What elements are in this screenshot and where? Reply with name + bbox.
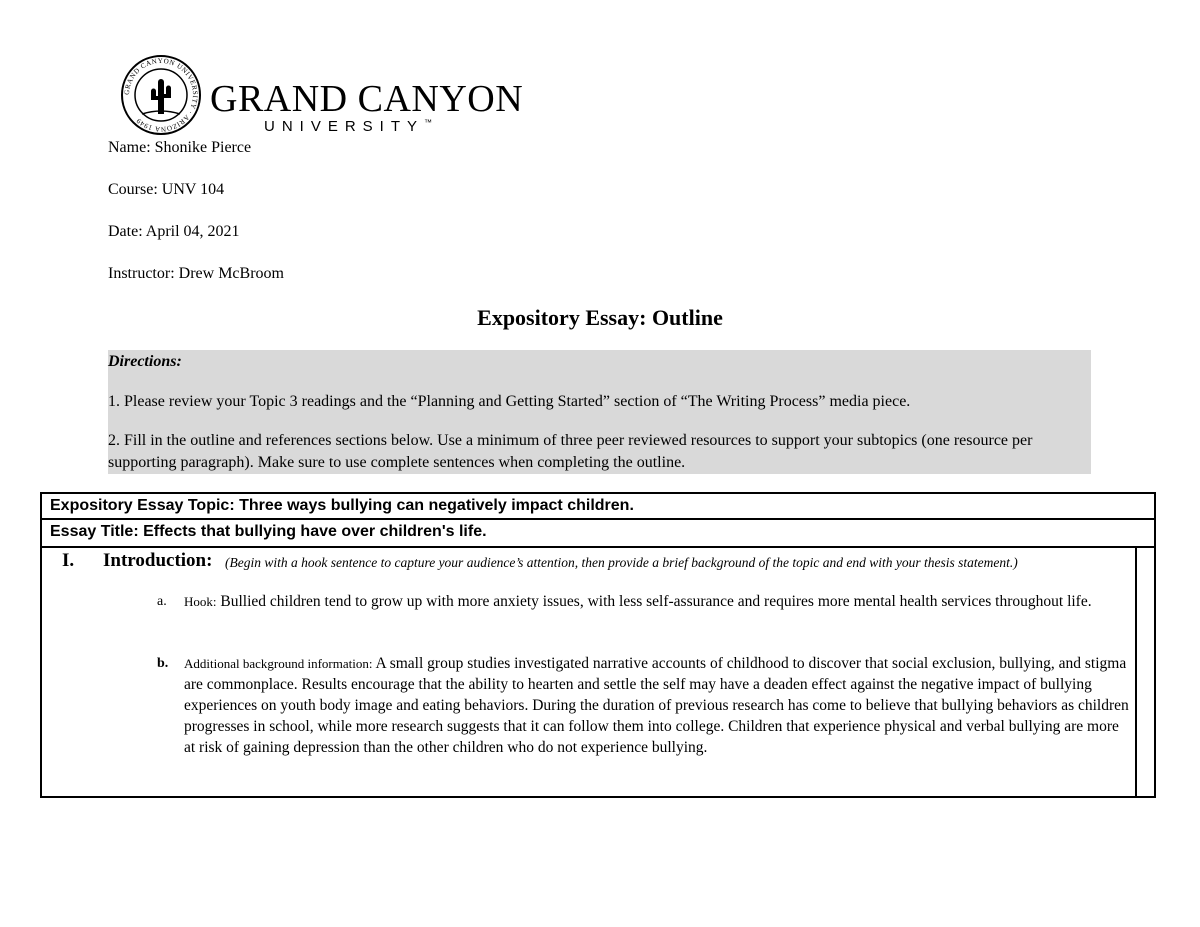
university-logo (120, 54, 524, 135)
directions-label: Directions: (108, 353, 182, 370)
page-title: Expository Essay: Outline (477, 305, 723, 330)
course: Course: UNV 104 (108, 181, 225, 198)
directions-item-1: 1. Please review your Topic 3 readings and the “Planning and Getting Started” section of “The Writing Process” media piece. (108, 393, 911, 410)
svg-text:GRAND CANYON UNIVERSITY · ARIZ: GRAND CANYON UNIVERSITY · ARIZONA 1949 (122, 56, 200, 134)
student-name: Name: Shonike Pierce (108, 139, 252, 156)
university-seal-icon (120, 54, 202, 136)
essay-topic: Expository Essay Topic: Three ways bullying can negatively impact children. (50, 497, 634, 514)
essay-title: Essay Title: Effects that bullying have over children's life. (50, 523, 487, 540)
item-b-text: Additional background information: A small group studies investigated narrative accounts of childhood to discover that social exclusion, bullying, and stigma are commonplace. Results encourage that the ability to hearten and settle the self may have a deaden effect against the negative impact of bullying experiences on youth body image and eating behaviors. During the duration of previous research has come to believe that bullying behaviors as children progresses in school, while more research suggests that it can follow them into college. Children that experience physical and verbal bullying are more at risk of gaining depression than the other children who do not experience bullying. (184, 655, 1129, 756)
section-title: Introduction: (103, 550, 213, 571)
topic-row (42, 494, 1154, 520)
item-a-lead: Hook: (184, 594, 217, 609)
date: Date: April 04, 2021 (108, 223, 240, 240)
logo-wordmark-line2: UNIVERSITY™ (264, 118, 433, 135)
section-hint: (Begin with a hook sentence to capture your audience’s attention, then provide a brief background of the topic and end with your thesis statement.) (225, 555, 1018, 570)
section-number: I. (62, 550, 75, 571)
directions-item-2: 2. Fill in the outline and references sections below. Use a minimum of three peer reviewed resources to support your subtopics (one resource per supporting paragraph). Make sure to use complete sentences when completing the outline. (108, 432, 1033, 471)
title-row (42, 520, 1154, 548)
instructor: Instructor: Drew McBroom (108, 265, 284, 282)
item-a-text: Hook: Bullied children tend to grow up with more anxiety issues, with less self-assurance and requires more mental health services throughout life. (184, 593, 1092, 610)
item-b-letter: b. (157, 656, 169, 671)
item-b-lead: Additional background information: (184, 656, 373, 671)
table-column-divider (1135, 548, 1137, 796)
item-a-letter: a. (157, 594, 167, 609)
logo-wordmark-line1: GRAND CANYON (210, 78, 524, 120)
